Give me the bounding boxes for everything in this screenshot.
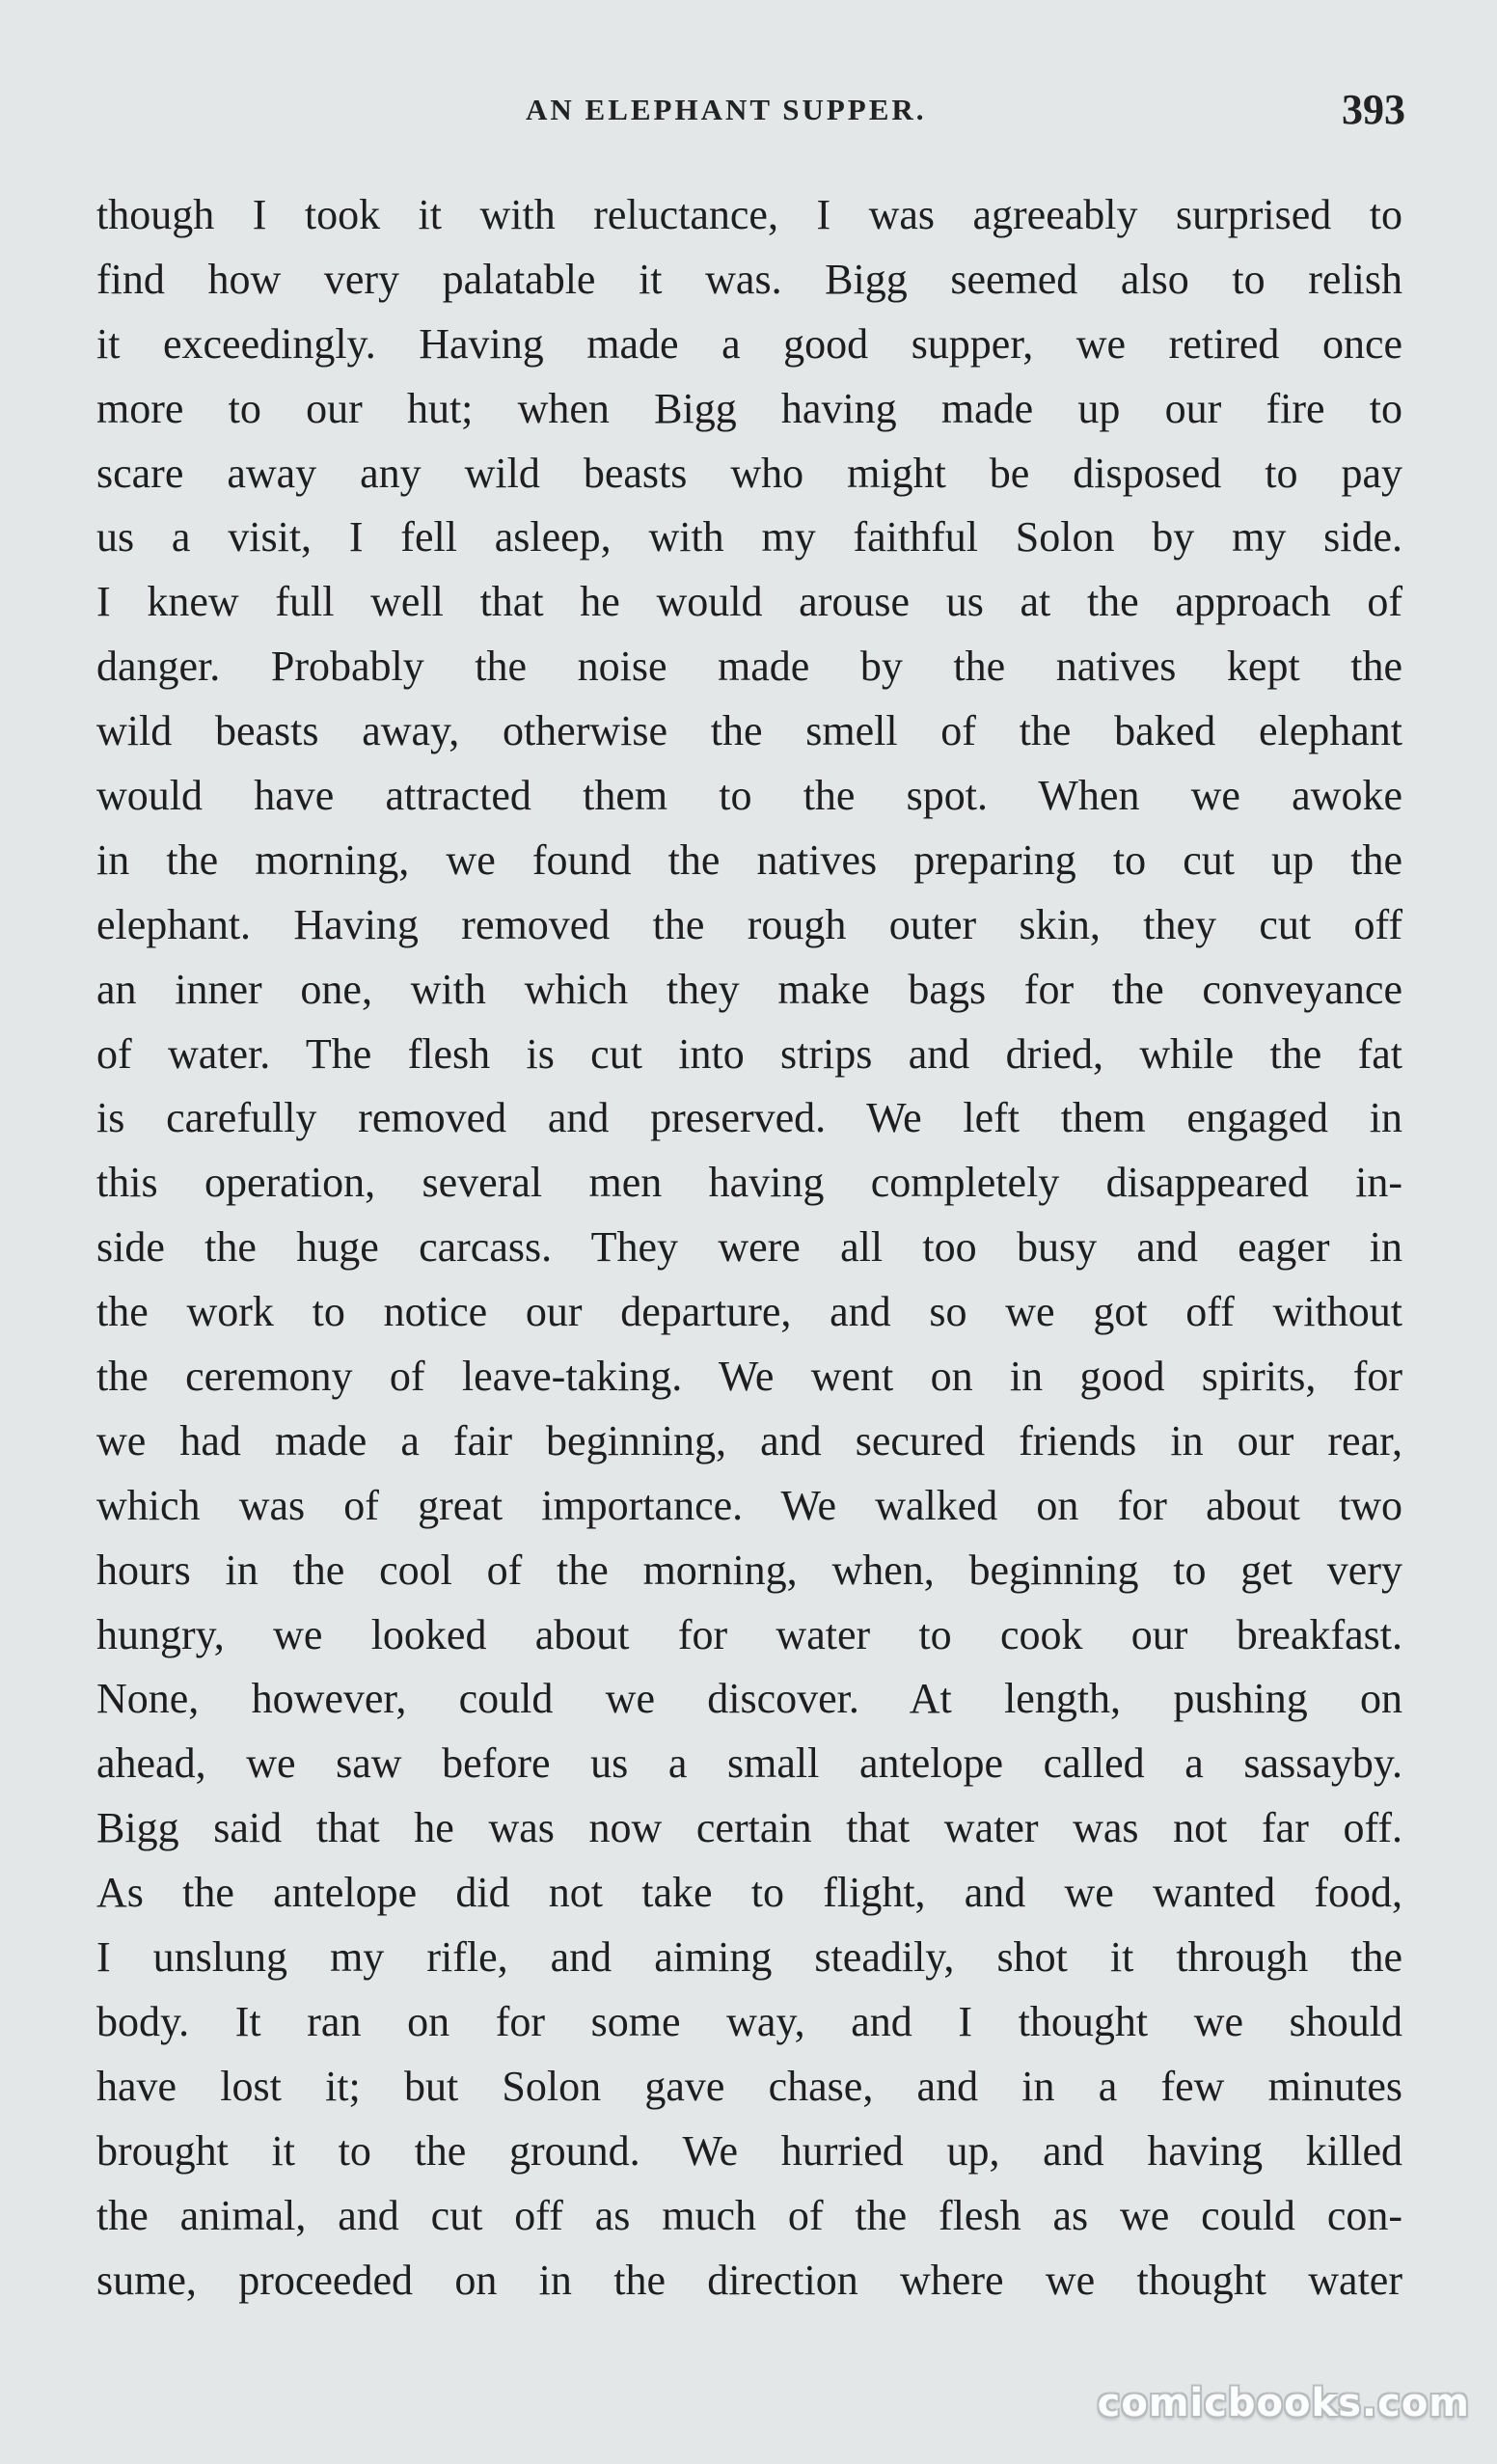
text-line: I unslung my rifle, and aiming steadily, shot it through the	[96, 1933, 1402, 1982]
text-line: body. It ran on for some way, and I thought we should	[96, 1997, 1402, 2045]
text-line: an inner one, with which they make bags for the conveyance	[96, 965, 1402, 1013]
text-line: find how very palatable it was. Bigg seemed also to relish	[96, 255, 1402, 303]
text-line: in the morning, we found the natives preparing to cut up the	[96, 835, 1402, 884]
text-line: brought it to the ground. We hurried up, and having killed	[96, 2126, 1402, 2175]
text-line: the work to notice our departure, and so we got off without	[96, 1288, 1402, 1336]
text-line: danger. Probably the noise made by the natives kept the	[96, 643, 1402, 691]
text-line: As the antelope did not take to flight, and we wanted food,	[96, 1869, 1402, 1917]
text-line: Bigg said that he was now certain that water was not far off.	[96, 1804, 1402, 1852]
text-line: us a visit, I fell asleep, with my faithful Solon by my side.	[96, 513, 1402, 561]
text-line: hungry, we looked about for water to cook our breakfast.	[96, 1610, 1402, 1658]
text-line: I knew full well that he would arouse us at the approach of	[96, 578, 1402, 626]
text-line: the animal, and cut off as much of the flesh as we could con-	[96, 2191, 1402, 2239]
text-line: scare away any wild beasts who might be disposed to pay	[96, 449, 1402, 497]
running-head-title: AN ELEPHANT SUPPER.	[526, 93, 927, 126]
page-number: 393	[1342, 86, 1405, 133]
text-line: hours in the cool of the morning, when, beginning to get very	[96, 1546, 1402, 1594]
text-line: sume, proceeded on in the direction where we thought water	[96, 2256, 1402, 2304]
body-text	[96, 183, 1402, 2313]
text-line: ahead, we saw before us a small antelope called a sassayby.	[96, 1739, 1402, 1788]
text-line: side the huge carcass. They were all too busy and eager in	[96, 1223, 1402, 1272]
text-line: have lost it; but Solon gave chase, and in a few minutes	[96, 2062, 1402, 2110]
text-line: None, however, could we discover. At length, pushing on	[96, 1675, 1402, 1723]
text-line: it exceedingly. Having made a good supper, we retired once	[96, 319, 1402, 368]
text-line: though I took it with reluctance, I was agreeably surprised to	[96, 191, 1402, 238]
text-line: more to our hut; when Bigg having made up our fire to	[96, 384, 1402, 432]
text-line: this operation, several men having completely disappeared in-	[96, 1159, 1402, 1207]
text-line: wild beasts away, otherwise the smell of the baked elephant	[96, 707, 1402, 755]
text-line: is carefully removed and preserved. We left them engaged in	[96, 1094, 1402, 1142]
watermark: comicbooks.com	[1097, 2381, 1470, 2425]
text-line: would have attracted them to the spot. When we awoke	[96, 772, 1402, 820]
text-line: elephant. Having removed the rough outer skin, they cut off	[96, 900, 1402, 948]
text-line: which was of great importance. We walked on for about two	[96, 1481, 1402, 1529]
text-line: we had made a fair beginning, and secured friends in our rear,	[96, 1416, 1402, 1465]
text-line: of water. The flesh is cut into strips and dried, while the fat	[96, 1029, 1402, 1078]
text-line: the ceremony of leave-taking. We went on in good spirits, for	[96, 1353, 1402, 1401]
